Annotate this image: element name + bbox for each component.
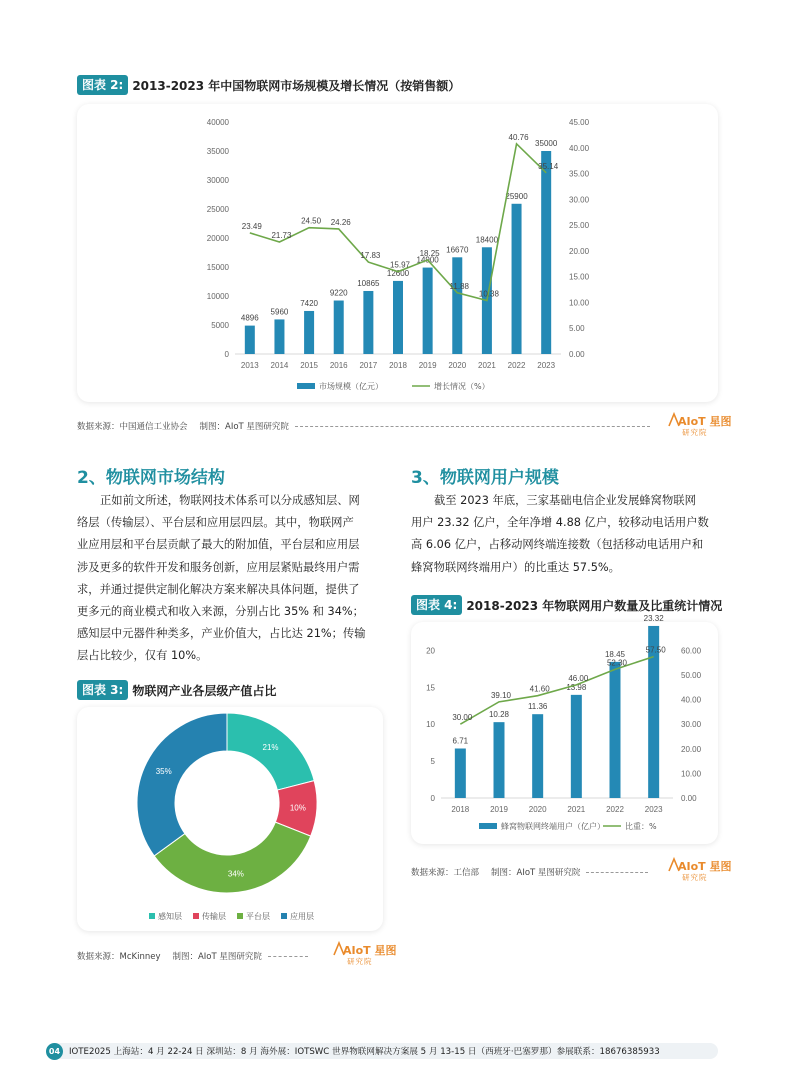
figure4-card xyxy=(411,613,718,844)
paragraph-line: 用户 23.32 亿户，全年净增 4.88 亿户，较移动电话用户数 xyxy=(411,516,709,530)
y-right-tick-label: 40.00 xyxy=(681,695,702,705)
bar-data-label: 25900 xyxy=(505,191,528,201)
legend-label: 平台层 xyxy=(246,912,270,921)
bar-data-label: 23.32 xyxy=(643,613,664,623)
bar-data-label: 7420 xyxy=(300,298,318,308)
bar-data-label: 9220 xyxy=(329,288,348,298)
legend-label: 增长情况（%） xyxy=(434,382,490,391)
x-tick-label: 2019 xyxy=(418,361,437,370)
figure4-source: 数据来源：工信部 xyxy=(411,868,480,878)
y-right-tick-label: 25.00 xyxy=(569,221,590,231)
logo-subtext: 研究院 xyxy=(347,957,373,966)
paragraph-line: 更多元的商业模式和收入来源，分别占比 35% 和 34%； xyxy=(77,605,364,619)
x-tick-label: 2021 xyxy=(567,805,586,814)
x-tick-label: 2020 xyxy=(528,805,547,814)
paragraph-line: 感知层中元器件种类多，产业价值大，占比达 21%；传输 xyxy=(77,627,366,641)
paragraph-line: 截至 2023 年底，三家基础电信企业发展蜂窝物联网 xyxy=(434,494,696,507)
line-data-label: 21.73 xyxy=(271,230,292,240)
x-tick-label: 2014 xyxy=(270,361,289,370)
line-data-label: 52.30 xyxy=(606,658,628,668)
bar-data-label: 14900 xyxy=(416,255,439,265)
y-left-tick-label: 40000 xyxy=(206,118,229,127)
bar-data-label: 13.98 xyxy=(566,682,587,692)
figure2-title xyxy=(77,75,460,95)
y-left-tick-label: 5000 xyxy=(211,321,229,330)
paragraph-line: 涉及更多的软件开发和服务创新，应用层紧贴最终用户需 xyxy=(77,560,360,574)
legend-label: 感知层 xyxy=(158,912,182,921)
aiot-logo xyxy=(668,413,732,441)
bar xyxy=(393,281,403,354)
legend-label: 蜂窝物联网终端用户（亿户） xyxy=(501,822,605,831)
page-number: 04 xyxy=(46,1043,63,1060)
y-right-tick-label: 45.00 xyxy=(569,118,590,127)
bar xyxy=(304,311,314,354)
figure3-source: 数据来源：McKinney xyxy=(77,952,161,962)
figure2-tag: 图表 2: xyxy=(77,75,128,95)
bar-data-label: 4896 xyxy=(240,313,259,323)
y-right-tick-label: 0.00 xyxy=(681,794,697,803)
paragraph-line: 层占比较少，仅有 10%。 xyxy=(77,649,208,663)
y-right-tick-label: 20.00 xyxy=(681,744,702,754)
paragraph-line: 业应用层和平台层贡献了最大的附加值，平台层和应用层 xyxy=(77,538,360,552)
figure2-card xyxy=(77,104,718,402)
figure3-tag: 图表 3: xyxy=(77,680,128,700)
slice-value-label: 35% xyxy=(155,766,172,776)
bar xyxy=(334,301,344,354)
line-data-label: 23.49 xyxy=(241,221,262,231)
bar-data-label: 12600 xyxy=(386,268,410,278)
user-scale-chart xyxy=(411,613,718,844)
x-tick-label: 2022 xyxy=(507,361,526,370)
divider xyxy=(268,956,308,957)
y-left-tick-label: 0 xyxy=(430,794,435,803)
legend-swatch xyxy=(281,913,287,919)
bar-data-label: 18.45 xyxy=(604,649,626,659)
line-data-label: 17.83 xyxy=(360,251,381,261)
y-right-tick-label: 0.00 xyxy=(569,350,585,359)
y-left-tick-label: 0 xyxy=(224,350,229,359)
x-tick-label: 2017 xyxy=(359,361,378,370)
logo-text: AIoT 星图 xyxy=(343,944,397,957)
y-right-tick-label: 10.00 xyxy=(569,298,590,308)
y-right-tick-label: 50.00 xyxy=(681,671,702,681)
x-tick-label: 2013 xyxy=(240,361,259,370)
legend-label: 比重：% xyxy=(625,822,657,831)
figure3-maker: 制图：AIoT 星图研究院 xyxy=(172,952,262,962)
line-data-label: 30.00 xyxy=(452,713,473,723)
bar xyxy=(571,695,582,798)
line-data-label: 11.88 xyxy=(449,281,469,291)
y-right-tick-label: 30.00 xyxy=(681,720,702,730)
line-data-label: 18.25 xyxy=(419,248,440,258)
y-left-tick-label: 30000 xyxy=(206,176,229,185)
bar xyxy=(532,714,543,798)
aiot-logo xyxy=(333,942,397,970)
bar-data-label: 10865 xyxy=(357,278,380,288)
figure4-title-text: 2018-2023 年物联网用户数量及比重统计情况 xyxy=(466,598,723,613)
figure3-source-line xyxy=(77,950,308,962)
line-data-label: 46.00 xyxy=(568,673,589,683)
figure4-tag: 图表 4: xyxy=(411,595,462,615)
y-right-tick-label: 10.00 xyxy=(681,769,702,779)
aiot-logo xyxy=(668,858,732,886)
market-size-chart xyxy=(77,104,718,402)
bar-data-label: 35000 xyxy=(535,139,558,148)
line-data-label: 24.26 xyxy=(330,217,351,227)
figure4-title xyxy=(411,595,722,615)
x-tick-label: 2015 xyxy=(300,361,318,370)
bar-data-label: 16670 xyxy=(446,245,469,255)
legend-swatch xyxy=(149,913,155,919)
legend-swatch xyxy=(193,913,199,919)
y-left-tick-label: 10000 xyxy=(206,292,229,301)
section3-body xyxy=(411,490,718,579)
figure2-source-line xyxy=(77,420,650,432)
x-tick-label: 2023 xyxy=(537,361,556,370)
slice-value-label: 34% xyxy=(227,869,244,879)
paragraph-line: 求，并通过提供定制化解决方案来解决具体问题，提供了 xyxy=(77,582,360,596)
bar xyxy=(512,204,522,354)
y-right-tick-label: 15.00 xyxy=(569,272,590,282)
figure4-maker: 制图：AIoT 星图研究院 xyxy=(491,868,581,878)
line-data-label: 57.50 xyxy=(645,645,666,655)
logo-text: AIoT 星图 xyxy=(678,860,732,873)
bar-data-label: 5960 xyxy=(270,307,289,317)
paragraph-line: 正如前文所述，物联网技术体系可以分成感知层、网 xyxy=(100,494,360,507)
bar xyxy=(363,291,373,354)
bar xyxy=(274,319,284,354)
legend-label: 应用层 xyxy=(290,912,314,921)
line-data-label: 39.10 xyxy=(490,690,512,700)
bar xyxy=(610,662,621,798)
logo-subtext: 研究院 xyxy=(682,873,708,882)
figure2-title-text: 2013-2023 年中国物联网市场规模及增长情况（按销售额） xyxy=(132,78,461,93)
y-left-tick-label: 35000 xyxy=(206,147,229,156)
paragraph-line: 络层（传输层）、平台层和应用层四层。其中，物联网产 xyxy=(77,516,354,530)
page-footer xyxy=(48,1043,718,1059)
bar xyxy=(423,268,433,354)
y-left-tick-label: 25000 xyxy=(206,205,229,214)
y-left-tick-label: 15000 xyxy=(206,263,229,272)
bar xyxy=(541,151,551,354)
y-right-tick-label: 40.00 xyxy=(569,143,590,153)
y-left-tick-label: 10 xyxy=(426,720,435,730)
x-tick-label: 2022 xyxy=(606,805,624,814)
line-data-label: 15.97 xyxy=(389,260,411,270)
bar-data-label: 10.28 xyxy=(488,710,510,720)
paragraph-line: 高 6.06 亿户，占移动网终端连接数（包括移动电话用户和 xyxy=(411,538,704,552)
legend-swatch xyxy=(237,913,243,919)
x-tick-label: 2020 xyxy=(448,361,467,370)
footer-text: IOTE2025 上海站：4 月 22-24 日 深圳站：8 月 海外展：IOTSWC 世界物联网解决方案展 5 月 13-15 日（西班牙·巴塞罗那）参展联系：18676385933 xyxy=(69,1047,660,1057)
bar-data-label: 18400 xyxy=(475,235,499,245)
line-data-label: 24.50 xyxy=(301,216,322,226)
y-right-tick-label: 60.00 xyxy=(681,646,702,656)
line-data-label: 10.38 xyxy=(478,289,499,299)
slice-value-label: 10% xyxy=(289,803,306,813)
line-data-label: 41.60 xyxy=(529,684,550,694)
y-right-tick-label: 20.00 xyxy=(569,246,590,256)
legend-swatch xyxy=(479,823,497,829)
legend-swatch xyxy=(297,383,315,389)
divider xyxy=(586,872,648,873)
x-tick-label: 2023 xyxy=(644,805,663,814)
figure3-title xyxy=(77,680,276,700)
y-left-tick-label: 20 xyxy=(426,646,435,656)
donut-slice xyxy=(137,713,227,856)
x-tick-label: 2021 xyxy=(478,361,496,370)
industry-share-chart xyxy=(77,707,383,931)
figure3-card xyxy=(77,707,383,931)
figure2-source: 数据来源：中国通信工业协会 xyxy=(77,422,188,432)
figure4-source-line xyxy=(411,866,648,878)
bar xyxy=(494,722,505,798)
figure3-title-text: 物联网产业各层级产值占比 xyxy=(132,683,277,698)
bar xyxy=(455,748,466,798)
bar xyxy=(245,326,255,354)
section3-heading: 3、物联网用户规模 xyxy=(411,468,559,488)
figure2-maker: 制图：AIoT 星图研究院 xyxy=(199,422,289,432)
x-tick-label: 2018 xyxy=(389,361,407,370)
y-left-tick-label: 20000 xyxy=(206,234,229,243)
y-left-tick-label: 15 xyxy=(426,683,435,693)
paragraph-line: 蜂窝物联网终端用户）的比重达 57.5%。 xyxy=(411,560,620,574)
bar-data-label: 6.71 xyxy=(452,736,469,746)
legend-label: 传输层 xyxy=(202,912,226,921)
section2-heading: 2、物联网市场结构 xyxy=(77,468,225,488)
logo-subtext: 研究院 xyxy=(682,428,708,437)
y-right-tick-label: 35.00 xyxy=(569,169,590,179)
divider xyxy=(295,426,650,427)
x-tick-label: 2018 xyxy=(451,805,470,814)
line-data-label: 35.14 xyxy=(538,161,559,171)
logo-text: AIoT 星图 xyxy=(678,415,732,428)
line-data-label: 40.76 xyxy=(508,132,529,142)
x-tick-label: 2016 xyxy=(329,361,348,370)
section2-body xyxy=(77,490,384,668)
y-right-tick-label: 30.00 xyxy=(569,195,590,205)
slice-value-label: 21% xyxy=(262,742,279,752)
y-right-tick-label: 5.00 xyxy=(569,324,585,334)
bar-data-label: 11.36 xyxy=(527,702,548,712)
bar xyxy=(452,257,462,354)
x-tick-label: 2019 xyxy=(490,805,508,814)
y-left-tick-label: 5 xyxy=(430,757,435,767)
legend-label: 市场规模（亿元） xyxy=(319,382,383,391)
